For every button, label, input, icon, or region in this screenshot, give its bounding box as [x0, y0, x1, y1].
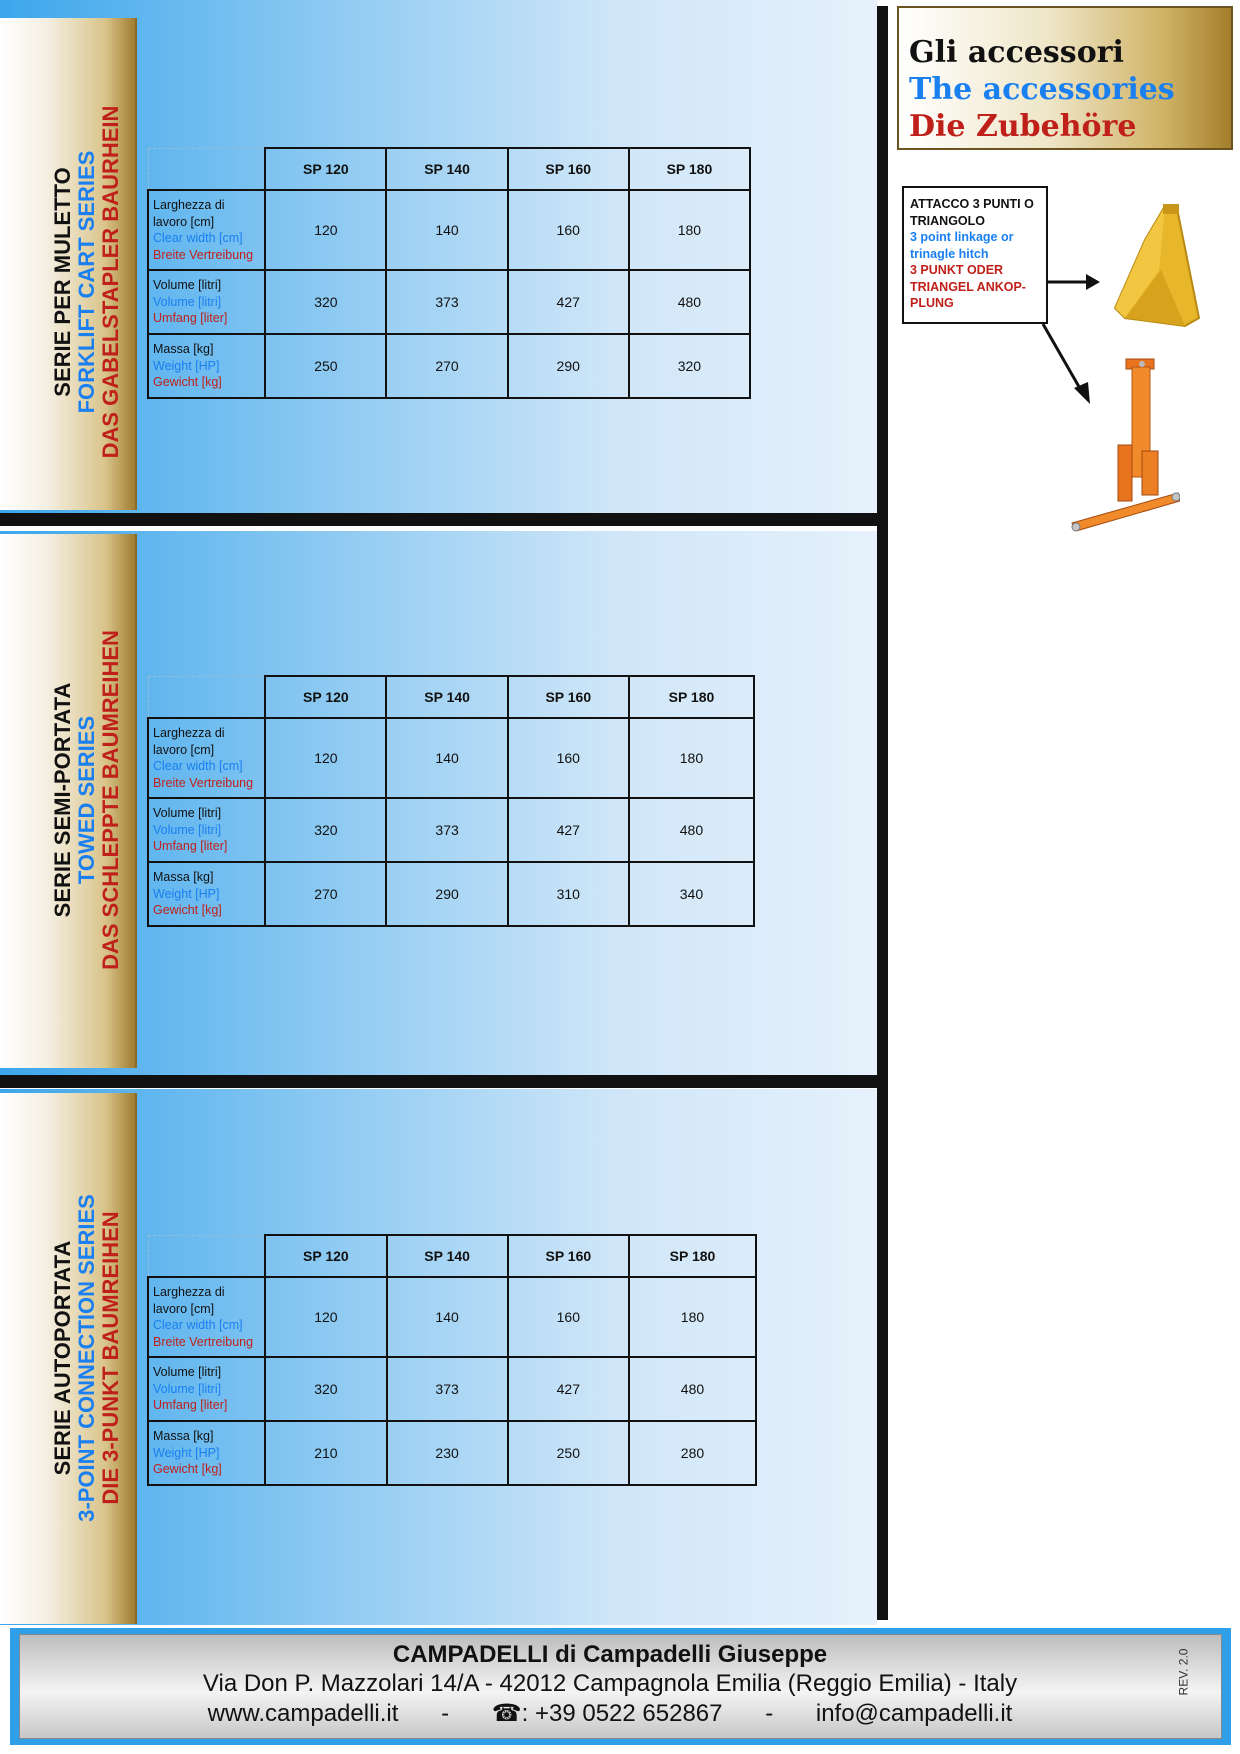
table-row-mass [148, 862, 754, 926]
spec-table-towed [147, 675, 755, 927]
column-header: SP 160 [508, 1235, 629, 1277]
table-row-width [148, 718, 754, 798]
series-name-de: DAS GABELSTAPLER BAURHEIN [98, 105, 123, 459]
accessories-title-box [897, 6, 1233, 150]
separator: - [441, 1700, 450, 1727]
series-name-en: TOWED SERIES [74, 715, 99, 885]
separator: - [765, 1700, 774, 1727]
revision-label: REV. 2.0 [1176, 1648, 1191, 1696]
table-row-volume [148, 798, 754, 862]
table-row-mass [148, 334, 750, 398]
table-cell: 140 [386, 718, 507, 798]
side-tab-3 [0, 1093, 137, 1624]
table-row-width [148, 1277, 756, 1357]
footer-panel [19, 1634, 1222, 1739]
column-header: SP 180 [629, 676, 754, 718]
table-cell: 160 [508, 190, 629, 270]
table-cell: 373 [387, 1357, 508, 1421]
triangle-hitch-image [1105, 200, 1201, 328]
table-row-volume [148, 1357, 756, 1421]
website-link[interactable]: www.campadelli.it [207, 1700, 399, 1727]
column-header: SP 120 [265, 148, 386, 190]
table-cell: 290 [386, 862, 507, 926]
table-cell: 427 [508, 270, 629, 334]
row-label-volume: Volume [litri] Volume [litri] Umfang [liter] [148, 798, 265, 862]
table-cell: 140 [387, 1277, 508, 1357]
table-cell: 373 [386, 270, 507, 334]
table-cell: 427 [508, 1357, 629, 1421]
table-header-row [148, 1235, 756, 1277]
series-name-en: 3-POINT CONNECTION SERIES [74, 1194, 99, 1522]
table-header-row [148, 676, 754, 718]
table-cell: 230 [387, 1421, 508, 1485]
table-cell: 140 [386, 190, 507, 270]
table-cell: 120 [265, 718, 386, 798]
series-name-de: DIE 3-PUNKT BAUMREIHEN [98, 1211, 123, 1505]
table-cell: 120 [265, 1277, 386, 1357]
table-cell: 320 [265, 1357, 386, 1421]
table-cell: 250 [508, 1421, 629, 1485]
email-link[interactable]: info@campadelli.it [815, 1700, 1013, 1727]
table-cell: 280 [629, 1421, 756, 1485]
table-cell: 160 [508, 718, 629, 798]
empty-corner-cell [148, 148, 265, 190]
row-label-width: Larghezza di lavoro [cm] Clear width [cm] Breite Vertreibung [148, 718, 265, 798]
3-point-linkage-image [1070, 355, 1180, 535]
accessory-label-box: ATTACCO 3 PUNTI O TRIANGOLO 3 point linkage or trinagle hitch 3 PUNKT ODER TRIANGEL ANKOP- PLUNG [902, 186, 1048, 324]
accessories-title-it: Gli accessori [909, 35, 1124, 70]
table-header-row [148, 148, 750, 190]
accessories-title-de: Die Zubehöre [909, 109, 1137, 144]
table-row-width [148, 190, 750, 270]
vertical-divider [877, 6, 888, 1620]
row-label-volume: Volume [litri] Volume [litri] Umfang [liter] [148, 1357, 265, 1421]
table-cell: 320 [265, 798, 386, 862]
column-header: SP 160 [508, 676, 629, 718]
accessories-title-en: The accessories [909, 72, 1175, 107]
column-header: SP 120 [265, 676, 386, 718]
series-name-it: SERIE AUTOPORTATA [50, 1240, 75, 1476]
series-name-de: DAS SCHLEPPTE BAUMREIHEN [98, 630, 123, 970]
table-cell: 270 [386, 334, 507, 398]
table-cell: 480 [629, 1357, 756, 1421]
table-cell: 480 [629, 798, 754, 862]
empty-corner-cell [148, 1235, 265, 1277]
table-cell: 290 [508, 334, 629, 398]
side-tab-2 [0, 534, 137, 1068]
column-header: SP 120 [265, 1235, 386, 1277]
table-cell: 340 [629, 862, 754, 926]
table-row-volume [148, 270, 750, 334]
table-cell: 320 [265, 270, 386, 334]
column-header: SP 140 [387, 1235, 508, 1277]
row-label-volume: Volume [litri] Volume [litri] Umfang [liter] [148, 270, 265, 334]
empty-corner-cell [148, 676, 265, 718]
table-cell: 427 [508, 798, 629, 862]
row-label-width: Larghezza di lavoro [cm] Clear width [cm] Breite Vertreibung [148, 190, 265, 270]
column-header: SP 140 [386, 676, 507, 718]
section-divider [0, 513, 882, 526]
table-cell: 180 [629, 718, 754, 798]
table-cell: 373 [386, 798, 507, 862]
series-name-en: FORKLIFT CART SERIES [74, 150, 99, 414]
company-name: CAMPADELLI di Campadelli Giuseppe [392, 1641, 828, 1668]
side-tab-1 [0, 18, 137, 510]
table-cell: 120 [265, 190, 386, 270]
row-label-mass: Massa [kg] Weight [HP] Gewicht [kg] [148, 862, 265, 926]
spec-table-3-point [147, 1234, 757, 1486]
contact-line [20, 1699, 1200, 1728]
table-cell: 180 [629, 190, 750, 270]
column-header: SP 180 [629, 148, 750, 190]
row-label-mass: Massa [kg] Weight [HP] Gewicht [kg] [148, 1421, 265, 1485]
series-name-it: SERIE PER MULETTO [50, 167, 75, 397]
column-header: SP 140 [386, 148, 507, 190]
spec-table-forklift [147, 147, 751, 399]
company-address: Via Don P. Mazzolari 14/A - 42012 Campagnola Emilia (Reggio Emilia) - Italy [202, 1670, 1018, 1697]
column-header: SP 160 [508, 148, 629, 190]
table-cell: 160 [508, 1277, 629, 1357]
section-divider [0, 1075, 882, 1088]
table-cell: 250 [265, 334, 386, 398]
table-cell: 180 [629, 1277, 756, 1357]
series-name-it: SERIE SEMI-PORTATA [50, 682, 75, 918]
footer [10, 1628, 1231, 1745]
table-cell: 320 [629, 334, 750, 398]
table-cell: 210 [265, 1421, 386, 1485]
table-row-mass [148, 1421, 756, 1485]
phone-number: ☎: +39 0522 652867 [491, 1700, 723, 1727]
row-label-mass: Massa [kg] Weight [HP] Gewicht [kg] [148, 334, 265, 398]
row-label-width: Larghezza di lavoro [cm] Clear width [cm] Breite Vertreibung [148, 1277, 265, 1357]
table-cell: 310 [508, 862, 629, 926]
column-header: SP 180 [629, 1235, 756, 1277]
table-cell: 480 [629, 270, 750, 334]
table-cell: 270 [265, 862, 386, 926]
arrow-right-icon [1046, 270, 1102, 294]
